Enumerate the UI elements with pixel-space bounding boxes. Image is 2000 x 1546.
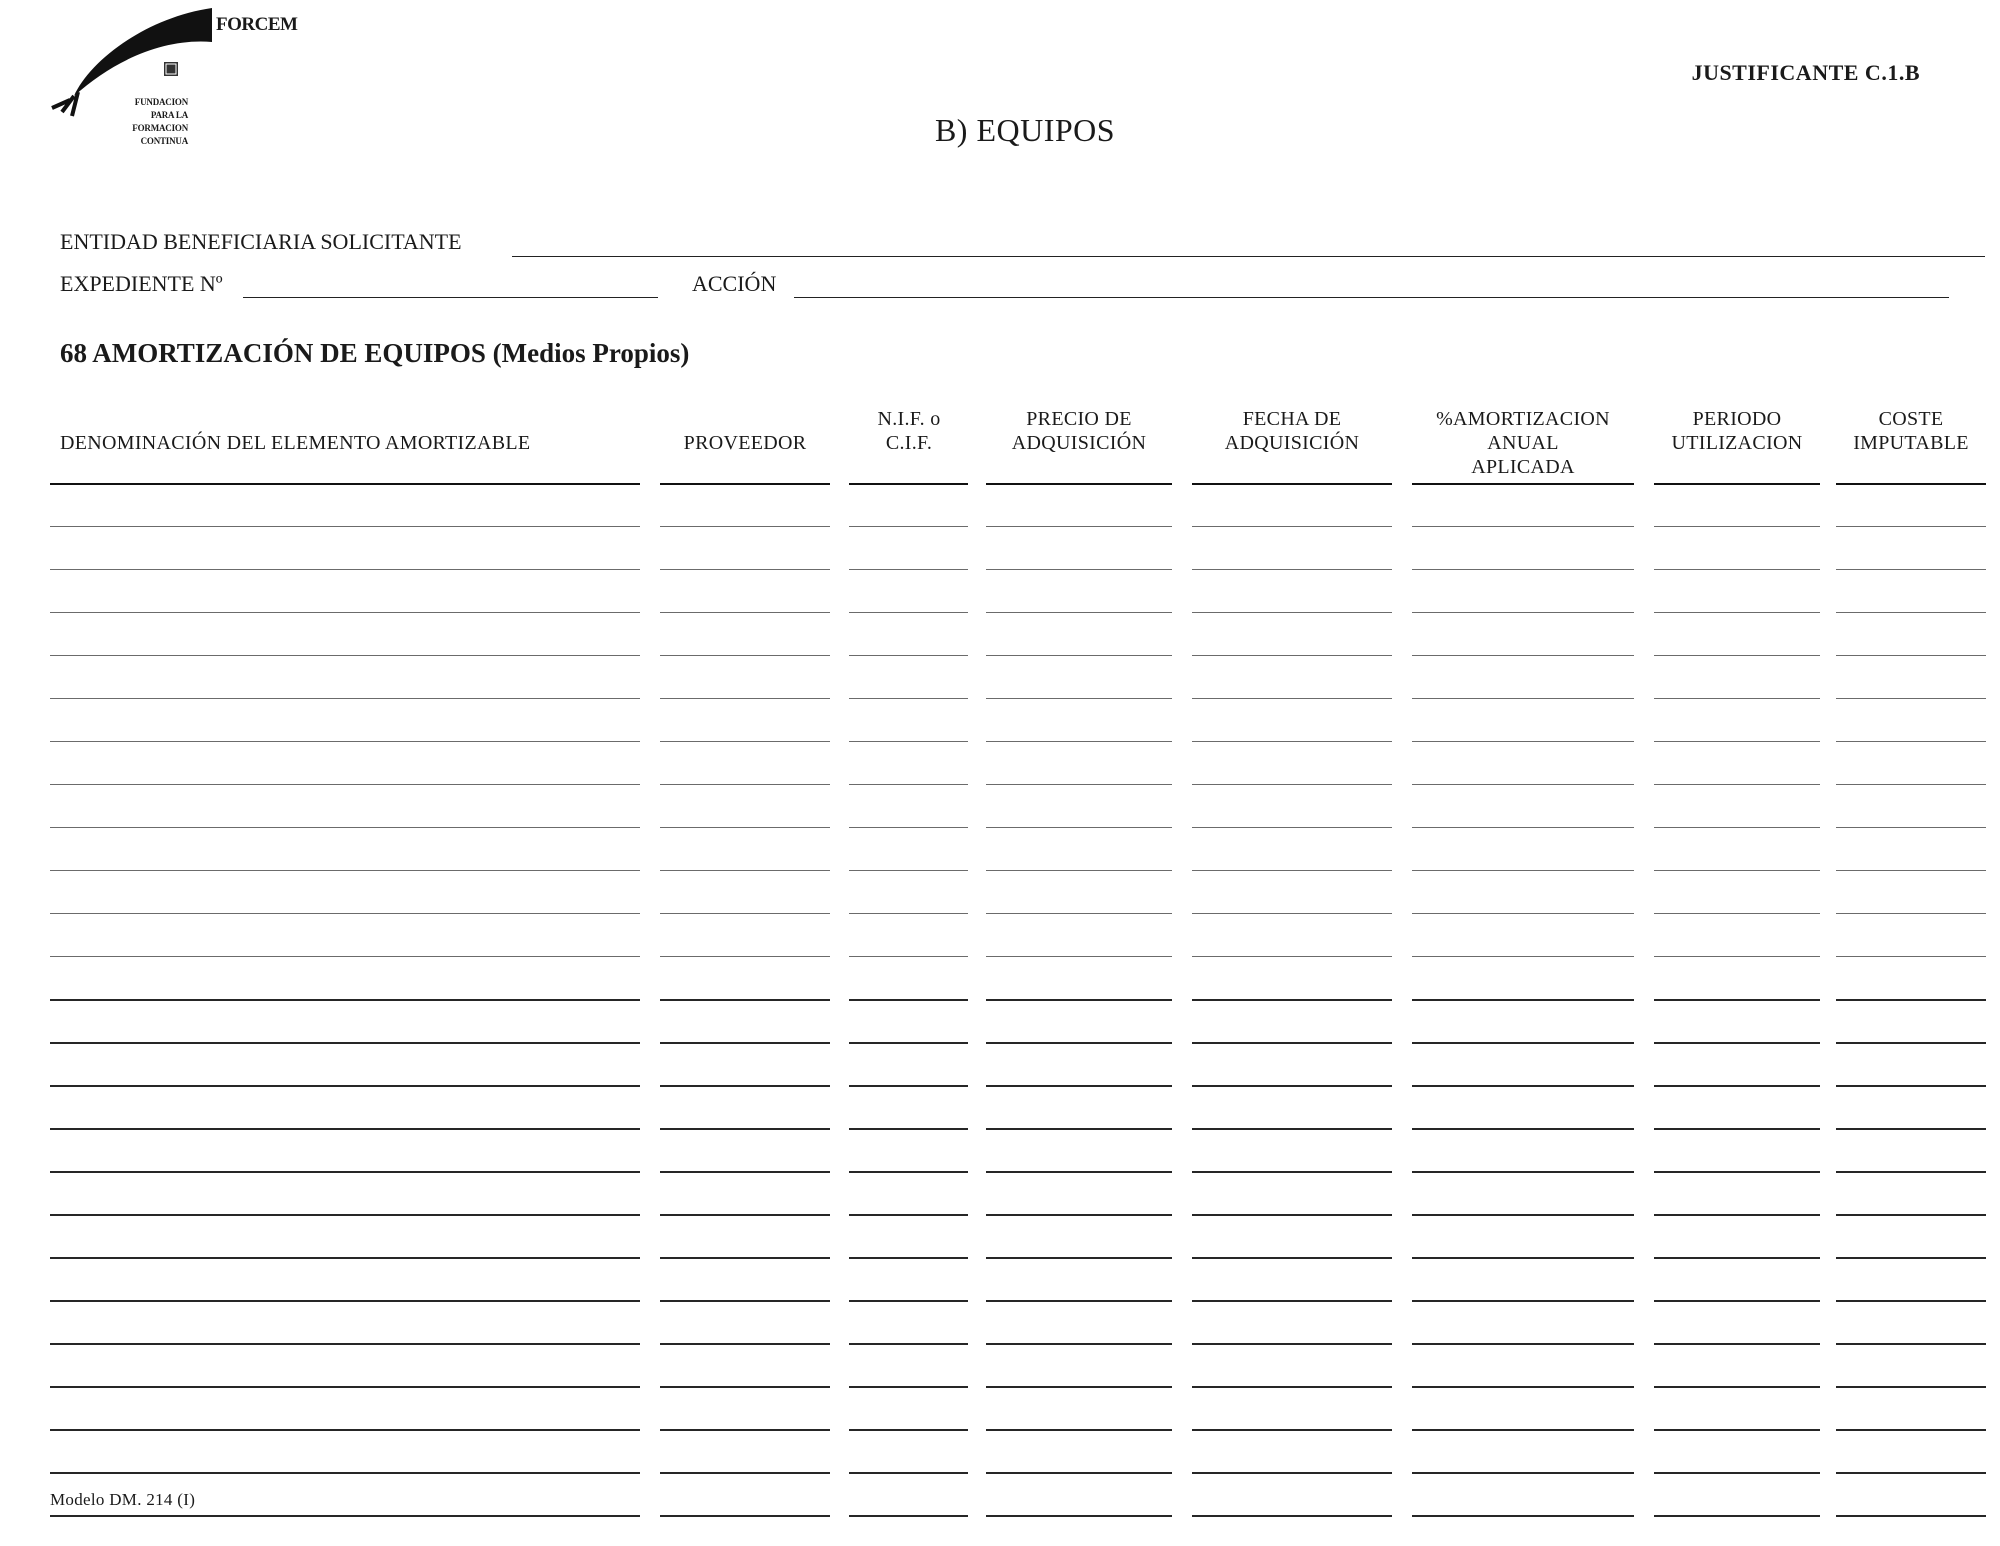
row-15-proveedor-line[interactable] bbox=[660, 1128, 830, 1130]
column-header-precio: PRECIO DE ADQUISICIÓN bbox=[1011, 408, 1147, 454]
row-10-amortizacion-line[interactable] bbox=[1412, 913, 1634, 914]
row-12-proveedor-line[interactable] bbox=[660, 999, 830, 1001]
row-17-nif-line[interactable] bbox=[849, 1214, 968, 1216]
row-1-periodo-line[interactable] bbox=[1654, 526, 1820, 527]
row-19-nif-line[interactable] bbox=[849, 1300, 968, 1302]
row-4-denominacion-line[interactable] bbox=[50, 655, 640, 656]
row-16-fecha-line[interactable] bbox=[1192, 1171, 1392, 1173]
row-17-fecha-line[interactable] bbox=[1192, 1214, 1392, 1216]
row-22-amortizacion-line[interactable] bbox=[1412, 1429, 1634, 1431]
row-19-amortizacion-line[interactable] bbox=[1412, 1300, 1634, 1302]
row-12-amortizacion-line[interactable] bbox=[1412, 999, 1634, 1001]
header-rule-denominacion bbox=[50, 483, 640, 485]
row-4-periodo-line[interactable] bbox=[1654, 655, 1820, 656]
row-20-nif-line[interactable] bbox=[849, 1343, 968, 1345]
row-18-amortizacion-line[interactable] bbox=[1412, 1257, 1634, 1259]
row-24-periodo-line[interactable] bbox=[1654, 1515, 1820, 1517]
row-18-nif-line[interactable] bbox=[849, 1257, 968, 1259]
row-9-proveedor-line[interactable] bbox=[660, 870, 830, 871]
row-8-denominacion-line[interactable] bbox=[50, 827, 640, 828]
row-4-coste-line[interactable] bbox=[1836, 655, 1986, 656]
row-22-precio-line[interactable] bbox=[986, 1429, 1172, 1431]
row-7-denominacion-line[interactable] bbox=[50, 784, 640, 785]
row-6-denominacion-line[interactable] bbox=[50, 741, 640, 742]
row-17-denominacion-line[interactable] bbox=[50, 1214, 640, 1216]
row-3-amortizacion-line[interactable] bbox=[1412, 612, 1634, 613]
row-21-proveedor-line[interactable] bbox=[660, 1386, 830, 1388]
row-11-denominacion-line[interactable] bbox=[50, 956, 640, 957]
row-1-proveedor-line[interactable] bbox=[660, 526, 830, 527]
header-rule-precio bbox=[986, 483, 1172, 485]
row-3-nif-line[interactable] bbox=[849, 612, 968, 613]
row-8-coste-line[interactable] bbox=[1836, 827, 1986, 828]
row-8-precio-line[interactable] bbox=[986, 827, 1172, 828]
row-13-nif-line[interactable] bbox=[849, 1042, 968, 1044]
row-13-proveedor-line[interactable] bbox=[660, 1042, 830, 1044]
expediente-label: EXPEDIENTE Nº bbox=[60, 271, 223, 296]
row-9-coste-line[interactable] bbox=[1836, 870, 1986, 871]
row-8-periodo-line[interactable] bbox=[1654, 827, 1820, 828]
row-24-precio-line[interactable] bbox=[986, 1515, 1172, 1517]
row-5-nif-line[interactable] bbox=[849, 698, 968, 699]
row-2-proveedor-line[interactable] bbox=[660, 569, 830, 570]
row-16-coste-line[interactable] bbox=[1836, 1171, 1986, 1173]
row-18-periodo-line[interactable] bbox=[1654, 1257, 1820, 1259]
column-header-denominacion: DENOMINACIÓN DEL ELEMENTO AMORTIZABLE bbox=[60, 432, 531, 454]
row-18-denominacion-line[interactable] bbox=[50, 1257, 640, 1259]
row-10-proveedor-line[interactable] bbox=[660, 913, 830, 914]
row-15-fecha-line[interactable] bbox=[1192, 1128, 1392, 1130]
form-model-footer: Modelo DM. 214 (I) bbox=[50, 1490, 196, 1509]
row-10-coste-line[interactable] bbox=[1836, 913, 1986, 914]
row-19-precio-line[interactable] bbox=[986, 1300, 1172, 1302]
row-5-proveedor-line[interactable] bbox=[660, 698, 830, 699]
row-21-coste-line[interactable] bbox=[1836, 1386, 1986, 1388]
row-4-proveedor-line[interactable] bbox=[660, 655, 830, 656]
row-5-fecha-line[interactable] bbox=[1192, 698, 1392, 699]
row-12-precio-line[interactable] bbox=[986, 999, 1172, 1001]
row-12-coste-line[interactable] bbox=[1836, 999, 1986, 1001]
row-9-amortizacion-line[interactable] bbox=[1412, 870, 1634, 871]
row-11-nif-line[interactable] bbox=[849, 956, 968, 957]
row-2-precio-line[interactable] bbox=[986, 569, 1172, 570]
row-21-nif-line[interactable] bbox=[849, 1386, 968, 1388]
row-7-proveedor-line[interactable] bbox=[660, 784, 830, 785]
row-23-precio-line[interactable] bbox=[986, 1472, 1172, 1474]
row-3-proveedor-line[interactable] bbox=[660, 612, 830, 613]
row-6-amortizacion-line[interactable] bbox=[1412, 741, 1634, 742]
section-title: 68 AMORTIZACIÓN DE EQUIPOS (Medios Propios) bbox=[60, 338, 690, 368]
row-22-denominacion-line[interactable] bbox=[50, 1429, 640, 1431]
row-20-coste-line[interactable] bbox=[1836, 1343, 1986, 1345]
row-14-fecha-line[interactable] bbox=[1192, 1085, 1392, 1087]
header-rule-nif bbox=[849, 483, 968, 485]
row-20-denominacion-line[interactable] bbox=[50, 1343, 640, 1345]
header-rule-amortizacion bbox=[1412, 483, 1634, 485]
row-15-periodo-line[interactable] bbox=[1654, 1128, 1820, 1130]
row-13-amortizacion-line[interactable] bbox=[1412, 1042, 1634, 1044]
row-7-precio-line[interactable] bbox=[986, 784, 1172, 785]
row-16-precio-line[interactable] bbox=[986, 1171, 1172, 1173]
row-14-coste-line[interactable] bbox=[1836, 1085, 1986, 1087]
row-7-nif-line[interactable] bbox=[849, 784, 968, 785]
row-15-denominacion-line[interactable] bbox=[50, 1128, 640, 1130]
row-22-nif-line[interactable] bbox=[849, 1429, 968, 1431]
row-6-fecha-line[interactable] bbox=[1192, 741, 1392, 742]
row-5-amortizacion-line[interactable] bbox=[1412, 698, 1634, 699]
row-4-amortizacion-line[interactable] bbox=[1412, 655, 1634, 656]
column-header-proveedor: PROVEEDOR bbox=[683, 432, 807, 454]
row-8-proveedor-line[interactable] bbox=[660, 827, 830, 828]
row-2-denominacion-line[interactable] bbox=[50, 569, 640, 570]
row-22-proveedor-line[interactable] bbox=[660, 1429, 830, 1431]
row-17-coste-line[interactable] bbox=[1836, 1214, 1986, 1216]
row-3-periodo-line[interactable] bbox=[1654, 612, 1820, 613]
row-20-amortizacion-line[interactable] bbox=[1412, 1343, 1634, 1345]
row-7-periodo-line[interactable] bbox=[1654, 784, 1820, 785]
row-17-proveedor-line[interactable] bbox=[660, 1214, 830, 1216]
row-2-amortizacion-line[interactable] bbox=[1412, 569, 1634, 570]
row-18-coste-line[interactable] bbox=[1836, 1257, 1986, 1259]
column-header-amortizacion: %AMORTIZACION ANUAL APLICADA bbox=[1436, 408, 1610, 478]
row-10-periodo-line[interactable] bbox=[1654, 913, 1820, 914]
row-4-precio-line[interactable] bbox=[986, 655, 1172, 656]
row-19-coste-line[interactable] bbox=[1836, 1300, 1986, 1302]
row-6-precio-line[interactable] bbox=[986, 741, 1172, 742]
row-21-periodo-line[interactable] bbox=[1654, 1386, 1820, 1388]
row-7-coste-line[interactable] bbox=[1836, 784, 1986, 785]
column-header-nif: N.I.F. o C.I.F. bbox=[877, 408, 941, 454]
row-24-coste-line[interactable] bbox=[1836, 1515, 1986, 1517]
row-12-fecha-line[interactable] bbox=[1192, 999, 1392, 1001]
document-code: JUSTIFICANTE C.1.B bbox=[1691, 60, 1920, 85]
row-13-denominacion-line[interactable] bbox=[50, 1042, 640, 1044]
header-rule-periodo bbox=[1654, 483, 1820, 485]
row-22-fecha-line[interactable] bbox=[1192, 1429, 1392, 1431]
row-20-proveedor-line[interactable] bbox=[660, 1343, 830, 1345]
row-9-periodo-line[interactable] bbox=[1654, 870, 1820, 871]
row-14-amortizacion-line[interactable] bbox=[1412, 1085, 1634, 1087]
row-16-proveedor-line[interactable] bbox=[660, 1171, 830, 1173]
column-header-coste: COSTE IMPUTABLE bbox=[1853, 408, 1969, 454]
row-6-nif-line[interactable] bbox=[849, 741, 968, 742]
row-3-fecha-line[interactable] bbox=[1192, 612, 1392, 613]
row-11-coste-line[interactable] bbox=[1836, 956, 1986, 957]
header-rule-proveedor bbox=[660, 483, 830, 485]
row-13-periodo-line[interactable] bbox=[1654, 1042, 1820, 1044]
row-7-amortizacion-line[interactable] bbox=[1412, 784, 1634, 785]
header-rule-coste bbox=[1836, 483, 1986, 485]
row-15-nif-line[interactable] bbox=[849, 1128, 968, 1130]
row-3-denominacion-line[interactable] bbox=[50, 612, 640, 613]
row-2-fecha-line[interactable] bbox=[1192, 569, 1392, 570]
row-11-amortizacion-line[interactable] bbox=[1412, 956, 1634, 957]
row-6-periodo-line[interactable] bbox=[1654, 741, 1820, 742]
row-2-nif-line[interactable] bbox=[849, 569, 968, 570]
row-5-precio-line[interactable] bbox=[986, 698, 1172, 699]
row-16-periodo-line[interactable] bbox=[1654, 1171, 1820, 1173]
row-16-amortizacion-line[interactable] bbox=[1412, 1171, 1634, 1173]
row-23-amortizacion-line[interactable] bbox=[1412, 1472, 1634, 1474]
row-11-precio-line[interactable] bbox=[986, 956, 1172, 957]
row-23-denominacion-line[interactable] bbox=[50, 1472, 640, 1474]
row-18-precio-line[interactable] bbox=[986, 1257, 1172, 1259]
column-header-periodo: PERIODO UTILIZACION bbox=[1671, 408, 1803, 454]
row-24-denominacion-line[interactable] bbox=[50, 1515, 640, 1517]
row-17-periodo-line[interactable] bbox=[1654, 1214, 1820, 1216]
row-24-fecha-line[interactable] bbox=[1192, 1515, 1392, 1517]
row-24-nif-line[interactable] bbox=[849, 1515, 968, 1517]
row-5-coste-line[interactable] bbox=[1836, 698, 1986, 699]
logo-brand: FORCEM bbox=[216, 14, 298, 35]
row-6-coste-line[interactable] bbox=[1836, 741, 1986, 742]
row-10-nif-line[interactable] bbox=[849, 913, 968, 914]
row-16-denominacion-line[interactable] bbox=[50, 1171, 640, 1173]
row-14-proveedor-line[interactable] bbox=[660, 1085, 830, 1087]
row-24-proveedor-line[interactable] bbox=[660, 1515, 830, 1517]
row-18-fecha-line[interactable] bbox=[1192, 1257, 1392, 1259]
row-15-amortizacion-line[interactable] bbox=[1412, 1128, 1634, 1130]
row-23-nif-line[interactable] bbox=[849, 1472, 968, 1474]
row-10-fecha-line[interactable] bbox=[1192, 913, 1392, 914]
entidad-label: ENTIDAD BENEFICIARIA SOLICITANTE bbox=[60, 229, 462, 254]
row-9-precio-line[interactable] bbox=[986, 870, 1172, 871]
row-20-precio-line[interactable] bbox=[986, 1343, 1172, 1345]
row-19-proveedor-line[interactable] bbox=[660, 1300, 830, 1302]
row-1-precio-line[interactable] bbox=[986, 526, 1172, 527]
row-13-fecha-line[interactable] bbox=[1192, 1042, 1392, 1044]
row-6-proveedor-line[interactable] bbox=[660, 741, 830, 742]
row-14-periodo-line[interactable] bbox=[1654, 1085, 1820, 1087]
row-10-denominacion-line[interactable] bbox=[50, 913, 640, 914]
row-21-amortizacion-line[interactable] bbox=[1412, 1386, 1634, 1388]
row-14-precio-line[interactable] bbox=[986, 1085, 1172, 1087]
row-21-denominacion-line[interactable] bbox=[50, 1386, 640, 1388]
row-17-precio-line[interactable] bbox=[986, 1214, 1172, 1216]
row-1-nif-line[interactable] bbox=[849, 526, 968, 527]
row-3-coste-line[interactable] bbox=[1836, 612, 1986, 613]
row-11-proveedor-line[interactable] bbox=[660, 956, 830, 957]
row-22-coste-line[interactable] bbox=[1836, 1429, 1986, 1431]
row-1-amortizacion-line[interactable] bbox=[1412, 526, 1634, 527]
row-22-periodo-line[interactable] bbox=[1654, 1429, 1820, 1431]
row-13-precio-line[interactable] bbox=[986, 1042, 1172, 1044]
row-1-fecha-line[interactable] bbox=[1192, 526, 1392, 527]
row-19-denominacion-line[interactable] bbox=[50, 1300, 640, 1302]
row-1-denominacion-line[interactable] bbox=[50, 526, 640, 527]
row-8-amortizacion-line[interactable] bbox=[1412, 827, 1634, 828]
row-8-nif-line[interactable] bbox=[849, 827, 968, 828]
row-8-fecha-line[interactable] bbox=[1192, 827, 1392, 828]
row-4-fecha-line[interactable] bbox=[1192, 655, 1392, 656]
row-2-periodo-line[interactable] bbox=[1654, 569, 1820, 570]
row-12-periodo-line[interactable] bbox=[1654, 999, 1820, 1001]
row-9-fecha-line[interactable] bbox=[1192, 870, 1392, 871]
row-23-fecha-line[interactable] bbox=[1192, 1472, 1392, 1474]
row-19-periodo-line[interactable] bbox=[1654, 1300, 1820, 1302]
page-title: B) EQUIPOS bbox=[934, 112, 1116, 148]
row-12-denominacion-line[interactable] bbox=[50, 999, 640, 1001]
row-24-amortizacion-line[interactable] bbox=[1412, 1515, 1634, 1517]
row-21-fecha-line[interactable] bbox=[1192, 1386, 1392, 1388]
row-3-precio-line[interactable] bbox=[986, 612, 1172, 613]
row-15-precio-line[interactable] bbox=[986, 1128, 1172, 1130]
row-18-proveedor-line[interactable] bbox=[660, 1257, 830, 1259]
header-rule-fecha bbox=[1192, 483, 1392, 485]
row-16-nif-line[interactable] bbox=[849, 1171, 968, 1173]
row-11-periodo-line[interactable] bbox=[1654, 956, 1820, 957]
row-2-coste-line[interactable] bbox=[1836, 569, 1986, 570]
accion-label: ACCIÓN bbox=[692, 271, 777, 296]
row-5-denominacion-line[interactable] bbox=[50, 698, 640, 699]
row-17-amortizacion-line[interactable] bbox=[1412, 1214, 1634, 1216]
row-23-proveedor-line[interactable] bbox=[660, 1472, 830, 1474]
row-9-denominacion-line[interactable] bbox=[50, 870, 640, 871]
row-4-nif-line[interactable] bbox=[849, 655, 968, 656]
row-14-denominacion-line[interactable] bbox=[50, 1085, 640, 1087]
row-21-precio-line[interactable] bbox=[986, 1386, 1172, 1388]
row-14-nif-line[interactable] bbox=[849, 1085, 968, 1087]
row-11-fecha-line[interactable] bbox=[1192, 956, 1392, 957]
column-header-fecha: FECHA DE ADQUISICIÓN bbox=[1224, 408, 1360, 454]
logo-subtitle: FUNDACION PARA LA FORMACION CONTINUA bbox=[132, 97, 188, 146]
row-9-nif-line[interactable] bbox=[849, 870, 968, 871]
row-20-periodo-line[interactable] bbox=[1654, 1343, 1820, 1345]
row-1-coste-line[interactable] bbox=[1836, 526, 1986, 527]
row-12-nif-line[interactable] bbox=[849, 999, 968, 1001]
row-10-precio-line[interactable] bbox=[986, 913, 1172, 914]
row-7-fecha-line[interactable] bbox=[1192, 784, 1392, 785]
row-20-fecha-line[interactable] bbox=[1192, 1343, 1392, 1345]
row-5-periodo-line[interactable] bbox=[1654, 698, 1820, 699]
row-19-fecha-line[interactable] bbox=[1192, 1300, 1392, 1302]
row-23-periodo-line[interactable] bbox=[1654, 1472, 1820, 1474]
row-13-coste-line[interactable] bbox=[1836, 1042, 1986, 1044]
row-23-coste-line[interactable] bbox=[1836, 1472, 1986, 1474]
row-15-coste-line[interactable] bbox=[1836, 1128, 1986, 1130]
